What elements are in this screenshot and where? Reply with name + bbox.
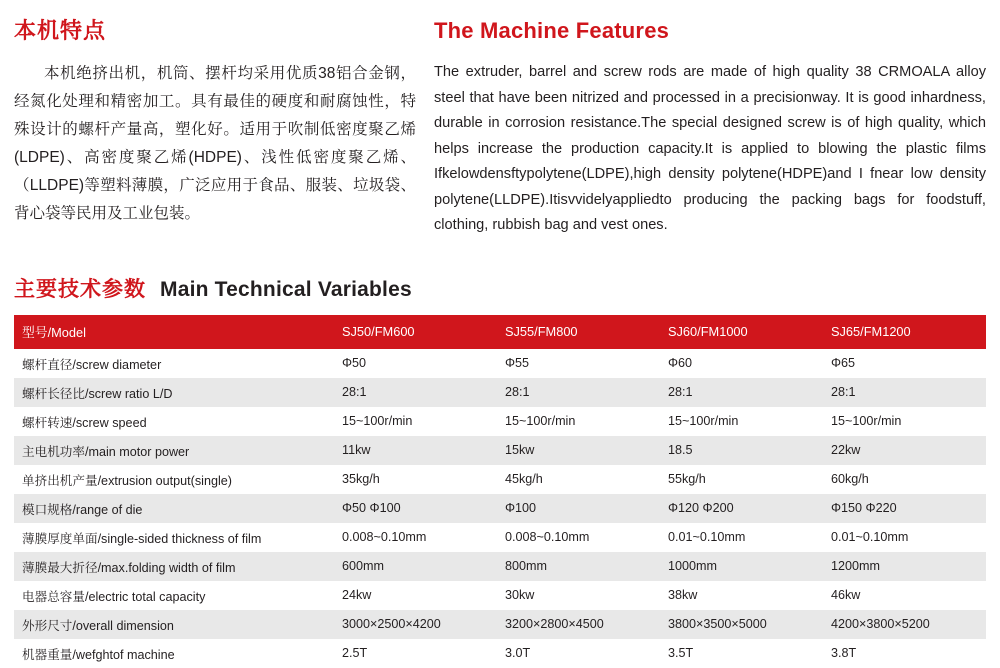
table-cell: 2.5T bbox=[334, 639, 497, 668]
table-cell: 3.8T bbox=[823, 639, 986, 668]
table-row bbox=[14, 436, 986, 465]
table-cell: 45kg/h bbox=[497, 465, 660, 494]
table-cell: Φ55 bbox=[497, 349, 660, 378]
table-cell: 3.5T bbox=[660, 639, 823, 668]
table-row bbox=[14, 378, 986, 407]
features-heading-english: The Machine Features bbox=[434, 18, 670, 43]
table-row-label: 模口规格/range of die bbox=[14, 494, 334, 523]
table-cell: 30kw bbox=[497, 581, 660, 610]
table-cell: 15~100r/min bbox=[660, 407, 823, 436]
table-cell: 28:1 bbox=[334, 378, 497, 407]
table-row-label: 电器总容量/electric total capacity bbox=[14, 581, 334, 610]
features-section bbox=[0, 0, 1000, 239]
table-row bbox=[14, 407, 986, 436]
table-cell: 800mm bbox=[497, 552, 660, 581]
table-cell: 15~100r/min bbox=[823, 407, 986, 436]
table-cell: 3000×2500×4200 bbox=[334, 610, 497, 639]
specs-table-body bbox=[14, 349, 986, 668]
specs-section-title bbox=[0, 239, 1000, 315]
table-row-label: 主电机功率/main motor power bbox=[14, 436, 334, 465]
table-cell: 35kg/h bbox=[334, 465, 497, 494]
table-cell: 0.01~0.10mm bbox=[823, 523, 986, 552]
features-heading-chinese: 本机特点 bbox=[14, 18, 107, 43]
table-row bbox=[14, 639, 986, 668]
table-cell: 28:1 bbox=[660, 378, 823, 407]
table-cell: 1200mm bbox=[823, 552, 986, 581]
features-column-chinese bbox=[14, 18, 434, 239]
table-cell: Φ100 bbox=[497, 494, 660, 523]
table-row bbox=[14, 349, 986, 378]
table-cell: 15~100r/min bbox=[497, 407, 660, 436]
table-header-cell: 型号/Model bbox=[14, 315, 334, 349]
specs-title-english: Main Technical Variables bbox=[160, 277, 412, 301]
table-cell: 3.0T bbox=[497, 639, 660, 668]
table-cell: 0.008~0.10mm bbox=[334, 523, 497, 552]
table-cell: 55kg/h bbox=[660, 465, 823, 494]
table-row bbox=[14, 523, 986, 552]
table-cell: 28:1 bbox=[823, 378, 986, 407]
table-cell: 15kw bbox=[497, 436, 660, 465]
table-header-row bbox=[14, 315, 986, 349]
table-row bbox=[14, 610, 986, 639]
table-cell: 3200×2800×4500 bbox=[497, 610, 660, 639]
table-cell: 46kw bbox=[823, 581, 986, 610]
table-header-cell: SJ65/FM1200 bbox=[823, 315, 986, 349]
table-row-label: 薄膜厚度单面/single-sided thickness of film bbox=[14, 523, 334, 552]
table-cell: 4200×3800×5200 bbox=[823, 610, 986, 639]
table-header-cell: SJ55/FM800 bbox=[497, 315, 660, 349]
table-cell: 60kg/h bbox=[823, 465, 986, 494]
specs-title-chinese: 主要技术参数 bbox=[14, 277, 146, 301]
features-column-english bbox=[434, 18, 986, 239]
features-body-chinese: 本机绝挤出机，机筒、摆杆均采用优质38铝合金钢，经氮化处理和精密加工。具有最佳的硬度和耐腐蚀性，特殊设计的螺杆产量高，塑化好。适用于吹制低密度聚乙烯(LDPE)、高密度聚乙烯(HDPE)、浅性低密度聚乙烯、（LLDPE)等塑料薄膜，广泛应用于食品、服装、垃圾袋、背心袋等民用及工业包装。 bbox=[14, 65, 416, 223]
table-header-cell: SJ50/FM600 bbox=[334, 315, 497, 349]
table-row-label: 外形尺寸/overall dimension bbox=[14, 610, 334, 639]
table-row-label: 螺杆长径比/screw ratio L/D bbox=[14, 378, 334, 407]
table-cell: 11kw bbox=[334, 436, 497, 465]
table-cell: Φ60 bbox=[660, 349, 823, 378]
table-row bbox=[14, 465, 986, 494]
table-cell: 1000mm bbox=[660, 552, 823, 581]
table-row-label: 螺杆直径/screw diameter bbox=[14, 349, 334, 378]
table-row-label: 单挤出机产量/extrusion output(single) bbox=[14, 465, 334, 494]
specs-table bbox=[14, 315, 986, 668]
table-cell: 600mm bbox=[334, 552, 497, 581]
table-cell: 38kw bbox=[660, 581, 823, 610]
table-cell: 3800×3500×5000 bbox=[660, 610, 823, 639]
table-cell: 0.01~0.10mm bbox=[660, 523, 823, 552]
table-cell: Φ50 bbox=[334, 349, 497, 378]
specs-table-wrapper bbox=[0, 315, 1000, 668]
features-body-english: The extruder, barrel and screw rods are made of high quality 38 CRMOALA alloy steel that have been nitrized and processed in a precisionway. It is good inhardness, durable in corrosion resistance.The special designed screw is of high quality, which helps increase the production capacity.It is applied to blowing the plastic films Ifkelowdensftypolytene(LDPE),high density polytene(HDPE)and I fnear low density polytene(LLDPE).Itisvvidelyappliedto producing the packing bags for foodstuff, clothing, rubbish bag and vest ones. bbox=[434, 64, 986, 234]
table-row bbox=[14, 494, 986, 523]
table-cell: Φ150 Φ220 bbox=[823, 494, 986, 523]
table-row-label: 机器重量/wefghtof machine bbox=[14, 639, 334, 668]
table-cell: 0.008~0.10mm bbox=[497, 523, 660, 552]
table-cell: 15~100r/min bbox=[334, 407, 497, 436]
table-row bbox=[14, 552, 986, 581]
specs-table-head bbox=[14, 315, 986, 349]
table-cell: Φ120 Φ200 bbox=[660, 494, 823, 523]
table-cell: 22kw bbox=[823, 436, 986, 465]
table-cell: 24kw bbox=[334, 581, 497, 610]
table-cell: Φ65 bbox=[823, 349, 986, 378]
table-cell: Φ50 Φ100 bbox=[334, 494, 497, 523]
table-row-label: 薄膜最大折径/max.folding width of film bbox=[14, 552, 334, 581]
table-row bbox=[14, 581, 986, 610]
table-header-cell: SJ60/FM1000 bbox=[660, 315, 823, 349]
table-row-label: 螺杆转速/screw speed bbox=[14, 407, 334, 436]
table-cell: 28:1 bbox=[497, 378, 660, 407]
table-cell: 18.5 bbox=[660, 436, 823, 465]
